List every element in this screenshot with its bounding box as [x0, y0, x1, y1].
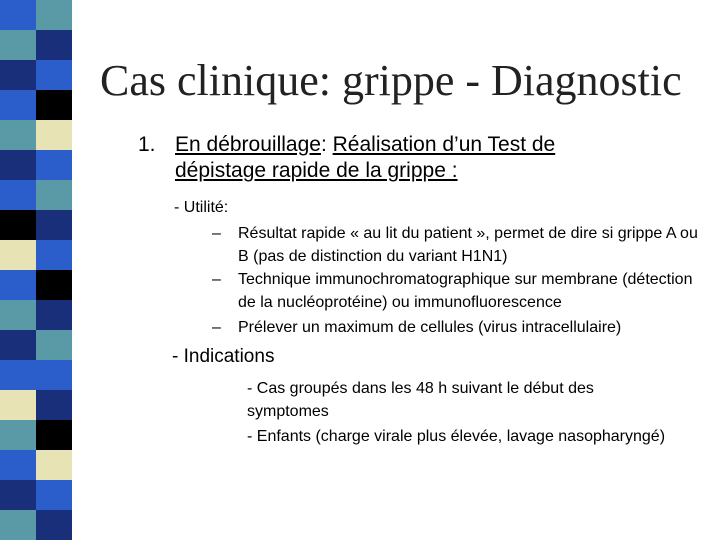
stripe-block: [36, 30, 72, 60]
stripe-block: [0, 510, 36, 540]
stripe-block: [36, 120, 72, 150]
bullet-dash: –: [212, 319, 221, 336]
bullet-dash: –: [212, 225, 221, 242]
indication-line: - Enfants (charge virale plus élevée, lavage nasopharyngé): [247, 428, 666, 445]
stripe-block: [36, 390, 72, 420]
stripe-block: [36, 480, 72, 510]
stripe-block: [0, 420, 36, 450]
item-lead: En débrouillage: [175, 133, 321, 156]
stripe-block: [0, 480, 36, 510]
stripe-block: [36, 60, 72, 90]
bullet-text: Technique immunochromatographique sur membrane (détection de la nucléoprotéine) ou immunofluorescence: [238, 271, 693, 311]
stripe-block: [36, 240, 72, 270]
indication-line: - Cas groupés dans les 48 h suivant le début des symptomes: [247, 380, 594, 420]
item-colon: :: [320, 133, 333, 156]
stripe-block: [36, 450, 72, 480]
item-rest: Réalisation d’un Test de dépistage rapide de la grippe :: [175, 133, 556, 182]
item-number: 1.: [138, 133, 156, 156]
stripe-block: [36, 90, 72, 120]
stripe-block: [0, 60, 36, 90]
stripe-block: [0, 330, 36, 360]
stripe-block: [0, 360, 36, 390]
bullet-text: Prélever un maximum de cellules (virus intracellulaire): [238, 319, 622, 336]
stripe-block: [36, 150, 72, 180]
bullet-dash: –: [212, 271, 221, 288]
stripe-block: [36, 360, 72, 390]
decorative-stripe: [0, 0, 72, 540]
stripe-block: [36, 300, 72, 330]
stripe-block: [0, 180, 36, 210]
slide-title: Cas clinique: grippe - Diagnostic: [100, 56, 682, 105]
stripe-block: [0, 150, 36, 180]
stripe-block: [0, 450, 36, 480]
item-text: [175, 132, 635, 184]
stripe-block: [36, 510, 72, 540]
stripe-block: [36, 210, 72, 240]
indications-label: - Indications: [172, 346, 275, 367]
bullet-text: Résultat rapide « au lit du patient », permet de dire si grippe A ou B (pas de distinction du variant H1N1): [238, 225, 698, 265]
utilite-label: - Utilité:: [174, 199, 229, 216]
stripe-block: [0, 300, 36, 330]
stripe-block: [0, 0, 36, 30]
stripe-block: [36, 270, 72, 300]
stripe-block: [0, 240, 36, 270]
stripe-block: [36, 420, 72, 450]
stripe-block: [0, 210, 36, 240]
stripe-block: [36, 0, 72, 30]
stripe-block: [0, 120, 36, 150]
stripe-block: [0, 30, 36, 60]
stripe-block: [0, 90, 36, 120]
stripe-block: [0, 390, 36, 420]
stripe-block: [0, 270, 36, 300]
stripe-block: [36, 180, 72, 210]
stripe-block: [36, 330, 72, 360]
